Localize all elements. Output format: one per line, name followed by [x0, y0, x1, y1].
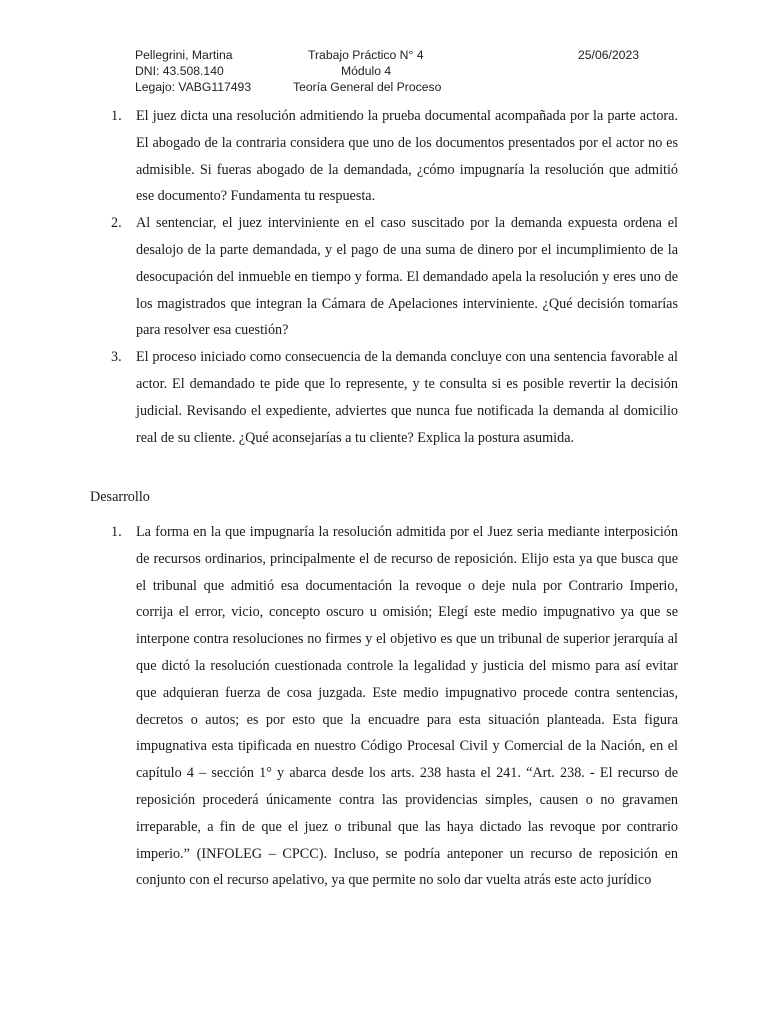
student-dni: DNI: 43.508.140 — [135, 64, 224, 78]
answers-list — [111, 519, 678, 894]
question-text: Al sentenciar, el juez interviniente en el caso suscitado por la demanda expuesta ordena el desalojo de la parte demandada, y el pago de una suma de dinero por el incumplimiento de la desocupación del inmueble en tiempo y forma. El demandado apela la resolución y eres uno de los magistrados que integran la Cámara de Apelaciones interviniente. ¿Qué decisión tomarías para resolver esa cuestión? — [136, 215, 678, 339]
header-row-2 — [135, 63, 655, 79]
page-header — [135, 47, 655, 95]
question-number: 2. — [111, 215, 122, 232]
question-item — [111, 103, 678, 210]
assignment-title: Trabajo Práctico N° 4 — [308, 48, 424, 62]
header-row-1 — [135, 47, 655, 63]
document-date: 25/06/2023 — [578, 48, 639, 62]
question-item — [111, 344, 678, 451]
questions-list — [111, 103, 678, 451]
header-row-3 — [135, 79, 655, 95]
question-item — [111, 210, 678, 344]
question-text: El proceso iniciado como consecuencia de la demanda concluye con una sentencia favorable al actor. El demandado te pide que lo represente, y te consulta si es posible revertir la decisión judicial. Revisando el expediente, adviertes que nunca fue notificada la demanda al domicilio real de su cliente. ¿Qué aconsejarías a tu cliente? Explica la postura asumida. — [136, 349, 678, 446]
question-number: 3. — [111, 349, 122, 366]
question-number: 1. — [111, 108, 122, 124]
question-text: El juez dicta una resolución admitiendo la prueba documental acompañada por la parte actora. El abogado de la contraria considera que uno de los documentos presentados por el actor no es admisible. Si fueras abogado de la demandada, ¿cómo impugnaría la resolución que admitió ese documento? Fundamenta tu respuesta. — [136, 108, 678, 205]
section-heading: Desarrollo — [90, 489, 150, 505]
student-legajo: Legajo: VABG117493 — [135, 80, 252, 94]
module-label: Módulo 4 — [341, 64, 392, 78]
answer-text: La forma en la que impugnaría la resolución admitida por el Juez seria mediante interposición de recursos ordinarios, principalmente el de recurso de reposición. Elijo esta ya que busca que el tribunal que admitió esa documentación la revoque o deje nula por Contrario Imperio, corrija el error, vicio, concepto oscuro u omisión; Elegí este medio impugnativo ya que se interpone contra resoluciones no firmes y el objetivo es que un tribunal de superior jerarquía al que dictó la resolución cuestionada controle la legalidad y justicia del mismo para así evitar que adquieran fuerza de cosa juzgada. Este medio impugnativo procede contra sentencias, decretos o autos; es por esto que la encuadre para esta situación planteada. Esta figura impugnativa esta tipificada en nuestro Código Procesal Civil y Comercial de la Nación, en el capítulo 4 – sección 1° y abarca desde los arts. 238 hasta el 241. “Art. 238. - El recurso de reposición procederá únicamente contra las providencias simples, causen o no gravamen irreparable, a fin de que el juez o tribunal que las haya dictado las revoque por contrario imperio.” (INFOLEG – CPCC). Incluso, se podría anteponer un recurso de reposición en conjunto con el recurso apelativo, ya que permite no solo dar vuelta atrás este acto jurídico — [136, 524, 678, 889]
subject-label: Teoría General del Proceso — [293, 80, 442, 94]
answer-item — [111, 519, 678, 894]
student-name: Pellegrini, Martina — [135, 48, 233, 62]
answer-number: 1. — [111, 524, 122, 540]
